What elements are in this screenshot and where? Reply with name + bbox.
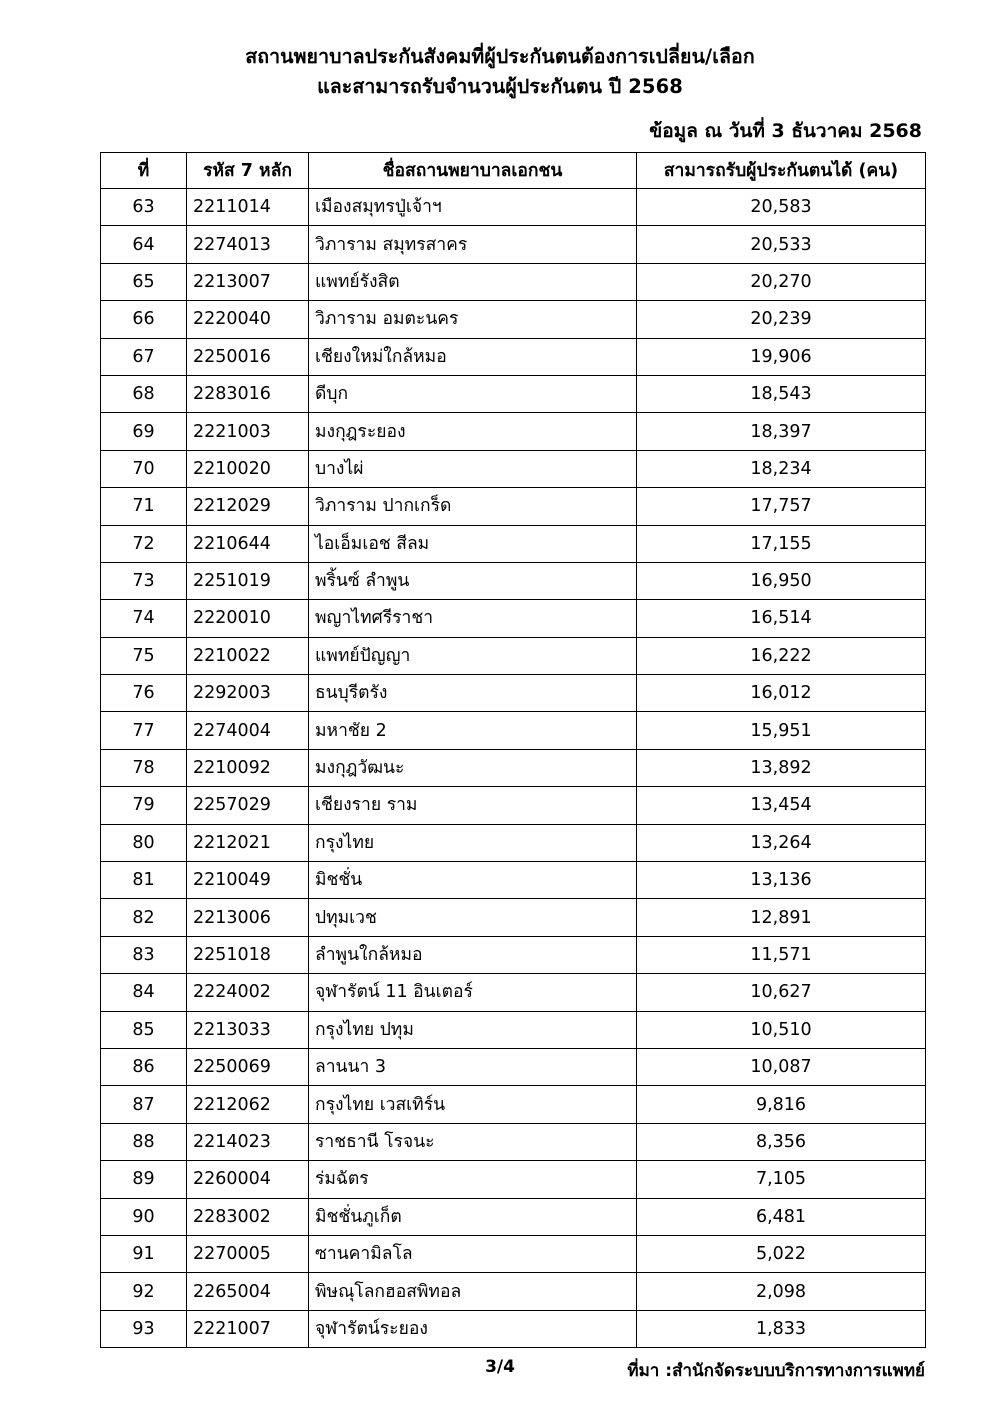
cell-no: 82	[101, 899, 187, 936]
cell-code: 2221007	[187, 1310, 309, 1347]
cell-name: วิภาราม อมตะนคร	[309, 301, 637, 338]
cell-no: 70	[101, 450, 187, 487]
cell-name: จุฬารัตน์ระยอง	[309, 1310, 637, 1347]
cell-capacity: 17,757	[637, 488, 926, 525]
table-row	[101, 562, 926, 599]
cell-code: 2265004	[187, 1273, 309, 1310]
page-footer	[0, 1357, 1000, 1381]
cell-capacity: 2,098	[637, 1273, 926, 1310]
cell-name: ไอเอ็มเอช สีลม	[309, 525, 637, 562]
cell-name: พิษณุโลกฮอสพิทอล	[309, 1273, 637, 1310]
cell-no: 75	[101, 637, 187, 674]
cell-code: 2210049	[187, 862, 309, 899]
cell-capacity: 13,892	[637, 749, 926, 786]
cell-capacity: 16,514	[637, 600, 926, 637]
table-row	[101, 1048, 926, 1085]
cell-code: 2213033	[187, 1011, 309, 1048]
cell-name: ดีบุก	[309, 375, 637, 412]
cell-no: 81	[101, 862, 187, 899]
cell-code: 2212021	[187, 824, 309, 861]
table-row	[101, 1161, 926, 1198]
cell-code: 2250016	[187, 338, 309, 375]
cell-code: 2251019	[187, 562, 309, 599]
cell-capacity: 18,234	[637, 450, 926, 487]
cell-code: 2292003	[187, 675, 309, 712]
cell-name: กรุงไทย	[309, 824, 637, 861]
cell-name: ร่มฉัตร	[309, 1161, 637, 1198]
cell-capacity: 5,022	[637, 1235, 926, 1272]
cell-name: ปทุมเวช	[309, 899, 637, 936]
table-row	[101, 712, 926, 749]
cell-code: 2210092	[187, 749, 309, 786]
cell-code: 2210644	[187, 525, 309, 562]
cell-no: 69	[101, 413, 187, 450]
table-row	[101, 749, 926, 786]
cell-capacity: 11,571	[637, 936, 926, 973]
cell-name: มหาชัย 2	[309, 712, 637, 749]
table-row	[101, 263, 926, 300]
table-row	[101, 1310, 926, 1347]
cell-capacity: 7,105	[637, 1161, 926, 1198]
cell-code: 2213007	[187, 263, 309, 300]
cell-no: 71	[101, 488, 187, 525]
cell-name: แพทย์รังสิต	[309, 263, 637, 300]
cell-capacity: 20,533	[637, 226, 926, 263]
cell-capacity: 10,087	[637, 1048, 926, 1085]
cell-capacity: 15,951	[637, 712, 926, 749]
table-row	[101, 226, 926, 263]
cell-no: 92	[101, 1273, 187, 1310]
cell-capacity: 20,583	[637, 189, 926, 226]
cell-code: 2260004	[187, 1161, 309, 1198]
cell-no: 63	[101, 189, 187, 226]
cell-no: 89	[101, 1161, 187, 1198]
cell-name: วิภาราม ปากเกร็ด	[309, 488, 637, 525]
cell-name: แพทย์ปัญญา	[309, 637, 637, 674]
table-row	[101, 301, 926, 338]
column-header-name: ชื่อสถานพยาบาลเอกชน	[309, 153, 637, 189]
table-body	[101, 189, 926, 1348]
cell-code: 2250069	[187, 1048, 309, 1085]
table-row	[101, 1198, 926, 1235]
hospital-capacity-table	[100, 152, 926, 1348]
table-row	[101, 488, 926, 525]
cell-capacity: 16,950	[637, 562, 926, 599]
cell-no: 91	[101, 1235, 187, 1272]
cell-no: 83	[101, 936, 187, 973]
cell-no: 85	[101, 1011, 187, 1048]
cell-name: กรุงไทย ปทุม	[309, 1011, 637, 1048]
table-row	[101, 675, 926, 712]
cell-code: 2213006	[187, 899, 309, 936]
cell-capacity: 17,155	[637, 525, 926, 562]
cell-no: 64	[101, 226, 187, 263]
cell-no: 84	[101, 974, 187, 1011]
cell-capacity: 10,627	[637, 974, 926, 1011]
table-row	[101, 450, 926, 487]
cell-capacity: 20,239	[637, 301, 926, 338]
cell-name: ลานนา 3	[309, 1048, 637, 1085]
cell-name: มงกุฎระยอง	[309, 413, 637, 450]
cell-name: เมืองสมุทรปู่เจ้าฯ	[309, 189, 637, 226]
table-row	[101, 189, 926, 226]
cell-no: 72	[101, 525, 187, 562]
cell-code: 2212029	[187, 488, 309, 525]
cell-name: วิภาราม สมุทรสาคร	[309, 226, 637, 263]
cell-no: 65	[101, 263, 187, 300]
cell-code: 2283016	[187, 375, 309, 412]
cell-name: พญาไทศรีราชา	[309, 600, 637, 637]
table-row	[101, 637, 926, 674]
cell-name: เชียงราย ราม	[309, 787, 637, 824]
cell-code: 2210022	[187, 637, 309, 674]
cell-no: 68	[101, 375, 187, 412]
cell-capacity: 9,816	[637, 1086, 926, 1123]
table-row	[101, 1273, 926, 1310]
document-title-block	[0, 0, 1000, 102]
cell-no: 76	[101, 675, 187, 712]
page-title-line-2: และสามารถรับจำนวนผู้ประกันตน ปี 2568	[317, 75, 683, 98]
cell-capacity: 13,264	[637, 824, 926, 861]
cell-capacity: 13,136	[637, 862, 926, 899]
cell-code: 2210020	[187, 450, 309, 487]
cell-capacity: 19,906	[637, 338, 926, 375]
cell-no: 74	[101, 600, 187, 637]
cell-capacity: 20,270	[637, 263, 926, 300]
cell-no: 80	[101, 824, 187, 861]
table-row	[101, 375, 926, 412]
cell-no: 93	[101, 1310, 187, 1347]
cell-capacity: 18,543	[637, 375, 926, 412]
source-note: ที่มา :สำนักจัดระบบบริการทางการแพทย์	[627, 1361, 925, 1381]
table-header-row	[101, 153, 926, 189]
cell-no: 66	[101, 301, 187, 338]
cell-capacity: 16,222	[637, 637, 926, 674]
table-row	[101, 600, 926, 637]
cell-no: 88	[101, 1123, 187, 1160]
cell-no: 79	[101, 787, 187, 824]
cell-name: ลำพูนใกล้หมอ	[309, 936, 637, 973]
cell-no: 77	[101, 712, 187, 749]
cell-capacity: 13,454	[637, 787, 926, 824]
cell-code: 2214023	[187, 1123, 309, 1160]
table-row	[101, 1123, 926, 1160]
cell-name: เชียงใหม่ใกล้หมอ	[309, 338, 637, 375]
as-of-date: ข้อมูล ณ วันที่ 3 ธันวาคม 2568	[649, 120, 922, 142]
cell-code: 2274004	[187, 712, 309, 749]
cell-no: 86	[101, 1048, 187, 1085]
cell-name: ราชธานี โรจนะ	[309, 1123, 637, 1160]
cell-name: พริ้นซ์ ลำพูน	[309, 562, 637, 599]
cell-no: 73	[101, 562, 187, 599]
table-row	[101, 899, 926, 936]
cell-code: 2224002	[187, 974, 309, 1011]
table-row	[101, 862, 926, 899]
page-title-line-1: สถานพยาบาลประกันสังคมที่ผู้ประกันตนต้องการเปลี่ยน/เลือก	[245, 45, 755, 68]
cell-code: 2220040	[187, 301, 309, 338]
cell-code: 2257029	[187, 787, 309, 824]
cell-capacity: 12,891	[637, 899, 926, 936]
table-head	[101, 153, 926, 189]
cell-capacity: 10,510	[637, 1011, 926, 1048]
table-row	[101, 338, 926, 375]
cell-capacity: 18,397	[637, 413, 926, 450]
table-row	[101, 525, 926, 562]
cell-capacity: 16,012	[637, 675, 926, 712]
table-row	[101, 413, 926, 450]
column-header-code: รหัส 7 หลัก	[187, 153, 309, 189]
table-row	[101, 787, 926, 824]
table-row	[101, 1011, 926, 1048]
cell-name: บางไผ่	[309, 450, 637, 487]
cell-name: มงกุฎวัฒนะ	[309, 749, 637, 786]
hospital-table-container	[0, 152, 1000, 1348]
cell-code: 2251018	[187, 936, 309, 973]
cell-code: 2211014	[187, 189, 309, 226]
column-header-no: ที่	[101, 153, 187, 189]
page-number: 3/4	[485, 1357, 515, 1377]
cell-name: ซานคามิลโล	[309, 1235, 637, 1272]
cell-name: ธนบุรีตรัง	[309, 675, 637, 712]
table-row	[101, 824, 926, 861]
cell-name: มิชชั่นภูเก็ต	[309, 1198, 637, 1235]
cell-code: 2212062	[187, 1086, 309, 1123]
table-row	[101, 936, 926, 973]
table-row	[101, 1235, 926, 1272]
cell-no: 67	[101, 338, 187, 375]
cell-capacity: 8,356	[637, 1123, 926, 1160]
cell-no: 87	[101, 1086, 187, 1123]
cell-code: 2283002	[187, 1198, 309, 1235]
cell-name: จุฬารัตน์ 11 อินเตอร์	[309, 974, 637, 1011]
table-row	[101, 1086, 926, 1123]
cell-code: 2220010	[187, 600, 309, 637]
cell-code: 2274013	[187, 226, 309, 263]
cell-no: 78	[101, 749, 187, 786]
cell-name: มิชชั่น	[309, 862, 637, 899]
cell-no: 90	[101, 1198, 187, 1235]
cell-code: 2221003	[187, 413, 309, 450]
cell-code: 2270005	[187, 1235, 309, 1272]
cell-capacity: 6,481	[637, 1198, 926, 1235]
cell-name: กรุงไทย เวสเทิร์น	[309, 1086, 637, 1123]
column-header-capacity: สามารถรับผู้ประกันตนได้ (คน)	[637, 153, 926, 189]
cell-capacity: 1,833	[637, 1310, 926, 1347]
table-row	[101, 974, 926, 1011]
